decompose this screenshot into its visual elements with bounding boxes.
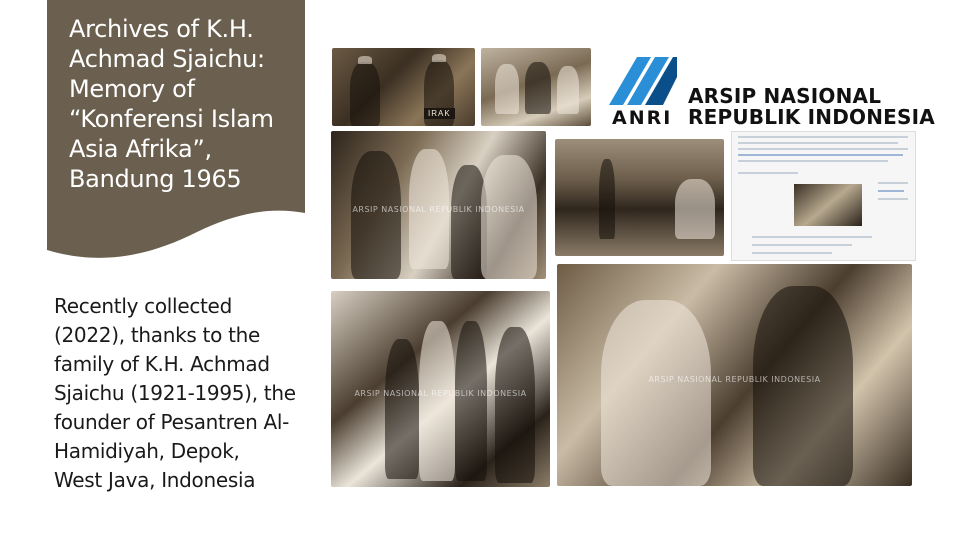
- body-line: founder of Pesantren Al-: [54, 410, 290, 434]
- title-line: Memory of: [69, 75, 195, 103]
- photo-delegates-table: [481, 48, 591, 126]
- body-line: family of K.H. Achmad: [54, 352, 270, 376]
- photo-stadium-crowd: [555, 139, 724, 256]
- title-line: Archives of K.H.: [69, 15, 254, 43]
- archive-catalogue-screenshot: [731, 131, 916, 261]
- logo-line-1: ARSIP NASIONAL: [688, 84, 882, 108]
- title-panel: [47, 0, 305, 262]
- slide-body: [54, 292, 314, 495]
- title-line: “Konferensi Islam: [69, 105, 274, 133]
- photo-watermark: ARSIP NASIONAL REPUBLIK INDONESIA: [648, 375, 821, 384]
- title-line: Asia Afrika”,: [69, 135, 212, 163]
- body-line: Sjaichu (1921-1995), the: [54, 381, 296, 405]
- photo-watermark: ARSIP NASIONAL REPUBLIK INDONESIA: [352, 205, 525, 214]
- photo-two-men-seated: [557, 264, 912, 486]
- irak-label: IRAK: [424, 108, 455, 119]
- title-line: Achmad Sjaichu:: [69, 45, 265, 73]
- logo-line-2: REPUBLIK INDONESIA: [688, 105, 935, 129]
- photo-group-closeup: [331, 131, 546, 279]
- body-line: Recently collected: [54, 294, 232, 318]
- body-line: Hamidiyah, Depok,: [54, 439, 240, 463]
- photo-exhibition-viewers: [331, 291, 550, 487]
- logo-name: [688, 86, 935, 128]
- photo-watermark: ARSIP NASIONAL REPUBLIK INDONESIA: [354, 389, 527, 398]
- body-line: (2022), thanks to the: [54, 323, 260, 347]
- slide-title: [69, 14, 299, 194]
- catalogue-thumbnail: [794, 184, 862, 226]
- photo-delegates-irak: [332, 48, 475, 126]
- body-line: West Java, Indonesia: [54, 468, 256, 492]
- logo-acronym: ANRI: [612, 107, 673, 129]
- title-line: Bandung 1965: [69, 165, 242, 193]
